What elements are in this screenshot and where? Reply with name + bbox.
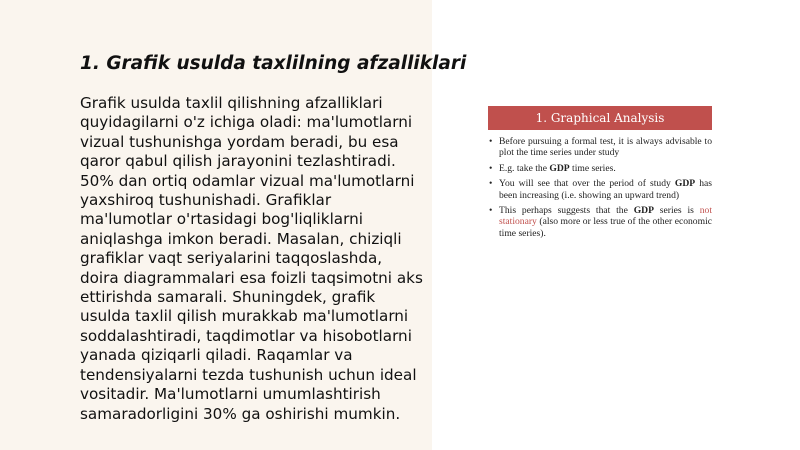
section-heading: 1. Grafik usulda taxlilning afzalliklari bbox=[80, 53, 467, 74]
bullet-item bbox=[488, 136, 712, 159]
bullet-emphasis: GDP bbox=[674, 178, 696, 190]
bullet-text: time series. bbox=[569, 162, 616, 174]
bullet-item bbox=[488, 205, 712, 239]
slide-thumbnail bbox=[488, 106, 712, 266]
bullet-text: E.g. take the bbox=[499, 162, 550, 174]
body-paragraph: Grafik usulda taxlil qilishning afzalliklari quyidagilarni o'z ichiga oladi: ma'lumotlarni vizual tushunishga yordam beradi, bu esa qaror qabul qilish jarayonini tezlashtiradi. 50% dan ortiq odamlar vizual ma'lumotlarni yaxshiroq tushunishadi. Grafiklar ma'lumotlar o'rtasidagi bog'liqliklarni aniqlashga imkon beradi. Masalan, chiziqli grafiklar vaqt seriyalarini taqqoslashda, doira diagrammalari esa foizli taqsimotni aks ettirishda samarali. Shuningdek, grafik usulda taxlil qilish murakkab ma'lumotlarni soddalashtiradi, taqdimotlar va hisobotlarni yanada qiziqarli qiladi. Raqamlar va tendensiyalarni tezda tushunish uchun ideal vositadir. Ma'lumotlarni umumlashtirish samaradorligini 30% ga oshirishi mumkin. bbox=[80, 94, 423, 423]
slide-title: 1. Graphical Analysis bbox=[488, 106, 712, 130]
bullet-emphasis: GDP bbox=[549, 162, 570, 174]
bullet-text: You will see that over the period of study bbox=[499, 178, 675, 190]
slide-bullet-list bbox=[488, 136, 712, 243]
bullet-emphasis: GDP bbox=[633, 205, 654, 217]
bullet-text: Before pursuing a formal test, it is always advisable to plot the time series under study bbox=[499, 136, 712, 159]
bullet-item bbox=[488, 163, 712, 174]
bullet-highlight: not stationary bbox=[499, 205, 712, 228]
bullet-text: (also more or less true of the other economic time series). bbox=[499, 216, 712, 239]
bullet-item bbox=[488, 178, 712, 201]
bullet-text: series is bbox=[653, 205, 700, 217]
bullet-text: This perhaps suggests that the bbox=[499, 205, 634, 217]
bullet-text: has been increasing (i.e. showing an upward trend) bbox=[499, 178, 713, 201]
